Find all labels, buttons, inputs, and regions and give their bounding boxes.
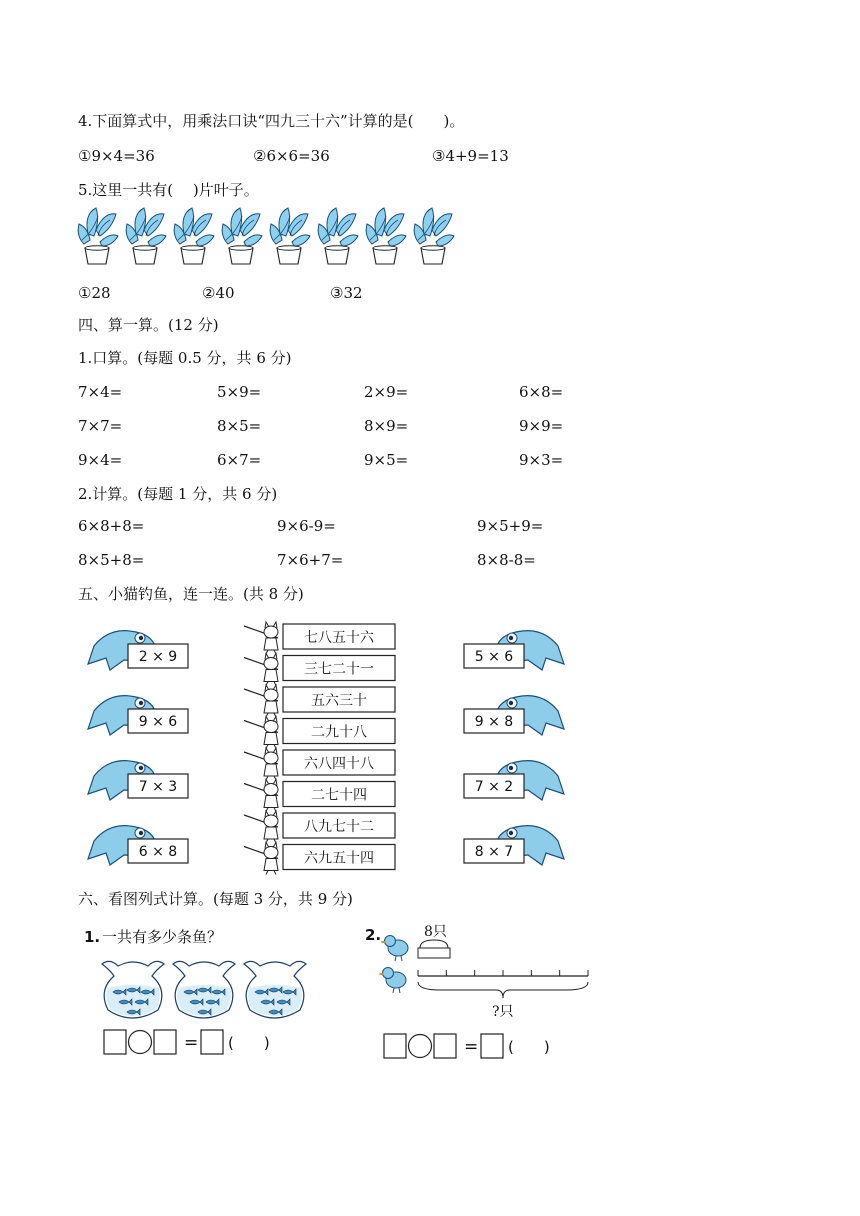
rhyme-label: 六九五十四	[304, 850, 374, 867]
rhyme-label: 五六三十	[311, 693, 367, 709]
rhyme-label: 二九十八	[311, 724, 367, 741]
right-fish-label: 7 × 2	[474, 779, 514, 795]
unit-parentheses: ( )	[228, 1034, 270, 1052]
q4-option-3: ③4+9=13	[432, 147, 509, 165]
oral-item: 2×9=	[364, 383, 409, 401]
right-fish-label: 8 × 7	[474, 844, 514, 860]
left-fish-label: 2 × 9	[138, 649, 178, 665]
answer-box[interactable]	[104, 1030, 126, 1054]
plant-pot-icon	[222, 208, 262, 264]
picture-problems-illustration	[0, 918, 860, 1068]
q5-stem: 5.这里一共有( )片叶子。	[78, 181, 259, 199]
cat-fishing-matching-illustration	[0, 610, 860, 875]
oral-item: 9×5=	[364, 451, 409, 469]
fish-bowl-icon	[244, 961, 306, 1018]
plant-pots-illustration	[74, 206, 464, 268]
calc-item: 9×5+9=	[477, 517, 544, 535]
cat-icon	[244, 717, 278, 749]
fish-bowl-icon	[102, 961, 164, 1018]
left-fish-label: 6 × 8	[138, 844, 178, 860]
oral-item: 7×4=	[78, 383, 123, 401]
oral-item: 6×7=	[217, 451, 262, 469]
plant-pot-icon	[174, 208, 214, 264]
equals-sign: =	[184, 1033, 199, 1053]
q5-option-1: ①28	[78, 284, 111, 302]
p1-number: 1.	[84, 928, 101, 946]
answer-box[interactable]	[481, 1034, 503, 1058]
operator-circle[interactable]	[409, 1035, 432, 1058]
calc-item: 8×5+8=	[78, 551, 145, 569]
section6-title: 六、看图列式计算。(每题 3 分，共 9 分)	[78, 890, 353, 908]
chick-icon	[381, 936, 408, 962]
plant-pot-icon	[366, 208, 406, 264]
total-label: ?只	[492, 1004, 514, 1020]
cat-icon	[244, 685, 278, 717]
left-fish-label: 7 × 3	[138, 779, 178, 795]
calc-item: 6×8+8=	[78, 517, 145, 535]
answer-box[interactable]	[434, 1034, 456, 1058]
plant-pot-icon	[78, 208, 118, 264]
q4-stem: 4.下面算式中，用乘法口诀“四九三十六”计算的是( )。	[78, 112, 465, 130]
q5-option-3: ③32	[330, 284, 363, 302]
cat-icon	[244, 811, 278, 843]
cat-icon	[244, 654, 278, 686]
oral-item: 6×8=	[519, 383, 564, 401]
unit-parentheses: ( )	[508, 1038, 550, 1056]
p1-answer-template	[104, 1030, 270, 1054]
q5-option-2: ②40	[202, 284, 235, 302]
rhyme-label: 七八五十六	[304, 630, 374, 646]
answer-box[interactable]	[384, 1034, 406, 1058]
calc-item: 7×6+7=	[277, 551, 344, 569]
total-brace	[418, 982, 588, 998]
plant-pot-icon	[414, 208, 454, 264]
top-segment-bar	[418, 948, 450, 958]
oral-item: 7×7=	[78, 417, 123, 435]
rhyme-label: 三七二十一	[304, 661, 374, 678]
p1-question: 一共有多少条鱼？	[102, 928, 223, 946]
oral-item: 9×4=	[78, 451, 123, 469]
oral-item: 5×9=	[217, 383, 262, 401]
right-fish-label: 5 × 6	[474, 649, 514, 665]
operator-circle[interactable]	[129, 1031, 152, 1054]
oral-item: 9×9=	[519, 417, 564, 435]
section5-title: 五、小猫钓鱼，连一连。(共 8 分)	[78, 585, 304, 603]
answer-box[interactable]	[201, 1030, 223, 1054]
oral-item: 9×3=	[519, 451, 564, 469]
rhyme-label: 二七十四	[311, 787, 367, 804]
section4-title: 四、算一算。(12 分)	[78, 316, 219, 334]
calc-item: 9×6-9=	[277, 517, 336, 535]
plant-pot-icon	[270, 208, 310, 264]
q4-option-1: ①9×4=36	[78, 147, 155, 165]
oral-item: 8×5=	[217, 417, 262, 435]
cat-icon	[244, 622, 278, 654]
equals-sign: =	[464, 1037, 479, 1057]
q4-option-2: ②6×6=36	[253, 147, 330, 165]
cat-icon	[244, 780, 278, 812]
left-fish-label: 9 × 6	[138, 714, 178, 730]
cat-icon	[244, 748, 278, 780]
rhyme-label: 八九七十二	[304, 819, 374, 835]
plant-pot-icon	[126, 208, 166, 264]
fish-bowl-icon	[173, 961, 235, 1018]
rhyme-label: 六八四十八	[304, 756, 374, 772]
right-fish-label: 9 × 8	[474, 714, 514, 730]
answer-box[interactable]	[154, 1030, 176, 1054]
p2-answer-template	[384, 1034, 550, 1058]
plant-pot-icon	[318, 208, 358, 264]
section4-part1-title: 1.口算。(每题 0.5 分，共 6 分)	[78, 349, 292, 367]
chick-icon	[379, 968, 406, 994]
p2-number: 2.	[365, 926, 382, 944]
top-segment-label: 8只	[424, 924, 447, 940]
oral-item: 8×9=	[364, 417, 409, 435]
section4-part2-title: 2.计算。(每题 1 分，共 6 分)	[78, 485, 278, 503]
cat-icon	[244, 843, 278, 875]
calc-item: 8×8-8=	[477, 551, 536, 569]
